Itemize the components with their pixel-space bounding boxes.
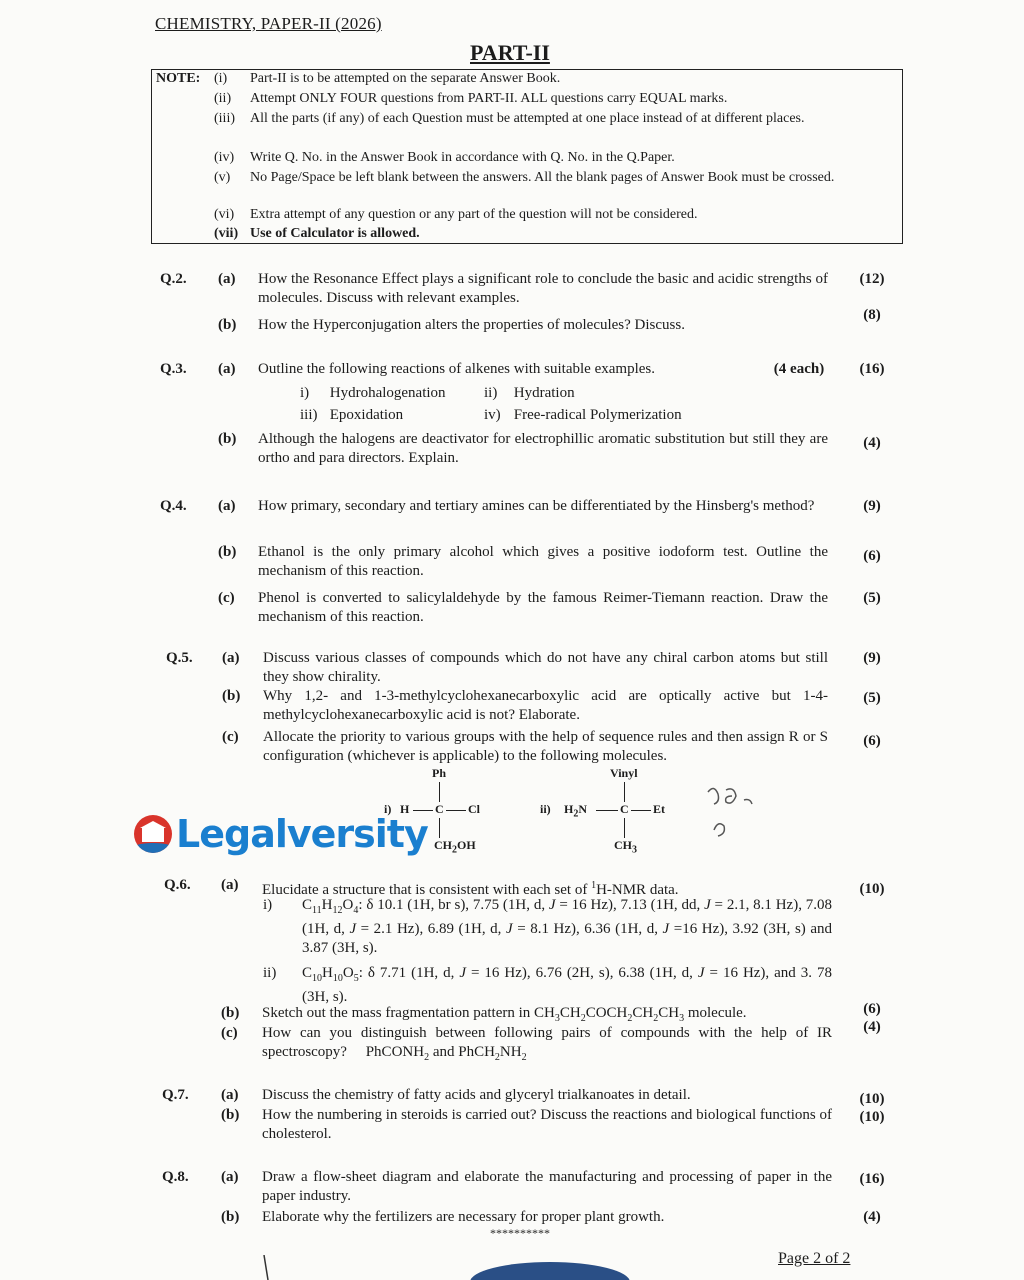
bond: [631, 810, 651, 811]
part-label: (b): [218, 317, 237, 333]
marks: (16): [859, 1171, 885, 1187]
legalversity-watermark: [134, 812, 428, 856]
part-label: (b): [221, 1209, 240, 1225]
sub-text: Hydrohalogenation: [329, 385, 446, 401]
part-label: (b): [222, 688, 241, 704]
note-text: All the parts (if any) of each Question must be attempted at one place instead of at different places.: [250, 111, 805, 126]
part-label: (c): [218, 590, 235, 606]
note-num: (vii): [214, 226, 239, 241]
note-item: [214, 110, 894, 127]
part-label: (c): [222, 729, 239, 745]
part-text: Discuss various classes of compounds which do not have any chiral carbon atoms but still they show chirality.: [263, 650, 828, 685]
part-label: (a): [218, 498, 236, 514]
sub-text: Free-radical Polymerization: [513, 407, 682, 423]
note-num: (i): [214, 71, 228, 86]
question-number: Q.8.: [162, 1169, 189, 1185]
marks: (8): [863, 307, 881, 323]
part-label: (a): [222, 650, 240, 666]
group-top: Vinyl: [610, 766, 638, 780]
group-right: Cl: [468, 802, 480, 816]
marks: (4): [863, 1019, 881, 1035]
part-label: (a): [218, 361, 236, 377]
part-text: Sketch out the mass fragmentation pattern in $CH_3CH_2COCH_2CH_2CH_3$ molecule.: [262, 1005, 747, 1024]
sub-text: Hydration: [513, 385, 575, 401]
sub-item: [484, 406, 682, 425]
part-text: Draw a flow-sheet diagram and elaborate the manufacturing and processing of paper in the paper industry.: [262, 1169, 832, 1204]
part-text: Outline the following reactions of alkenes with suitable examples.: [258, 361, 655, 377]
sub-text: Epoxidation: [329, 407, 404, 423]
note-item: [214, 149, 894, 166]
marks: (4): [863, 1209, 881, 1225]
note-label: NOTE:: [156, 71, 201, 86]
note-num: (ii): [214, 91, 232, 106]
note-text: Write Q. No. in the Answer Book in accordance with Q. No. in the Q.Paper.: [250, 150, 675, 165]
bond: [413, 810, 433, 811]
thumb-shadow: [470, 1262, 630, 1280]
note-text: No Page/Space be left blank between the answers. All the blank pages of Answer Book must be crossed.: [250, 170, 835, 185]
end-of-paper-stars: **********: [490, 1226, 550, 1240]
part-text: Why 1,2- and 1-3-methylcyclohexanecarboxylic acid are optically active but 1-4-methylcyclohexanecarboxylic acid is not? Elaborate.: [263, 688, 828, 723]
sub-label: ii): [484, 385, 498, 401]
marks: (4): [863, 435, 881, 451]
sub-label: iii): [300, 407, 318, 423]
part-label: (b): [221, 1107, 240, 1123]
part-text: How the numbering in steroids is carried out? Discuss the reactions and biological functions of cholesterol.: [262, 1107, 832, 1142]
question-number: Q.2.: [160, 271, 187, 287]
part-label: (b): [221, 1005, 240, 1021]
instructions-box: [151, 69, 903, 244]
group-bottom: $CH_2OH$: [434, 838, 476, 856]
sub-item: [484, 384, 575, 403]
marks: (12): [859, 271, 885, 287]
note-num: (vi): [214, 207, 235, 222]
courthouse-icon: [134, 815, 172, 853]
question-number: Q.3.: [160, 361, 187, 377]
sub-item: [300, 384, 446, 403]
marks: (9): [863, 498, 881, 514]
part-label: (a): [221, 877, 239, 893]
note-item: [214, 206, 894, 223]
part-text: How the Resonance Effect plays a significant role to conclude the basic and acidic strengths of molecules. Discuss with relevant examples.: [258, 271, 828, 306]
structure-ii: [540, 766, 690, 856]
part-label: (a): [221, 1087, 239, 1103]
bond: [439, 782, 440, 802]
structure-label: i): [384, 802, 392, 816]
marks: (6): [863, 548, 881, 564]
bond: [624, 782, 625, 802]
part-text: How the Hyperconjugation alters the properties of molecules? Discuss.: [258, 317, 685, 333]
sub-label: iv): [484, 407, 501, 423]
question-number: Q.6.: [164, 877, 191, 893]
sub-label: ii): [263, 965, 277, 981]
part-text: Ethanol is the only primary alcohol which gives a positive iodoform test. Outline the mechanism of this reaction.: [258, 544, 828, 579]
note-item: [214, 169, 894, 186]
marks: (10): [859, 1109, 885, 1125]
bond: [624, 818, 625, 838]
part-text: Elucidate a structure that is consistent with each set of $^1$H-NMR data.: [262, 880, 679, 898]
marks-each: (4 each): [773, 361, 825, 377]
sub-item: [300, 406, 403, 425]
marks: (5): [863, 690, 881, 706]
pen-scribble: [700, 780, 780, 850]
part-label: (b): [218, 544, 237, 560]
bond: [439, 818, 440, 838]
marks: (6): [863, 733, 881, 749]
group-top: Ph: [432, 766, 447, 780]
nmr-data-ii: $C_{10}H_{10}O_5$: δ 7.71 (1H, d, J = 16 Hz), 6.76 (2H, s), 6.38 (1H, d, J = 16 Hz), and 3. 78 (3H, s).: [302, 965, 832, 1005]
note-num: (v): [214, 170, 231, 185]
note-item: [214, 225, 894, 242]
sub-label: i): [300, 385, 310, 401]
question-number: Q.4.: [160, 498, 187, 514]
marks: (16): [859, 361, 885, 377]
part-text: Elaborate why the fertilizers are necessary for proper plant growth.: [262, 1209, 665, 1225]
note-num: (iv): [214, 150, 235, 165]
note-text: Attempt ONLY FOUR questions from PART-II. ALL questions carry EQUAL marks.: [250, 91, 728, 106]
nmr-data-i: $C_{11}H_{12}O_4$: δ 10.1 (1H, br s), 7.75 (1H, d, J = 16 Hz), 7.13 (1H, dd, J = 2.1, 8.1 Hz), 7.08 (1H, d, J = 2.1 Hz), 6.89 (1H, d, J = 8.1 Hz), 6.36 (1H, d, J =16 Hz), 3.92 (3H, s) and 3.87 (3H, s).: [302, 897, 833, 956]
structure-label: ii): [540, 802, 551, 816]
paper-title: CHEMISTRY, PAPER-II (2026): [155, 14, 382, 33]
note-item: [214, 90, 894, 107]
note-item: [214, 70, 894, 87]
center-carbon: C: [435, 802, 444, 816]
question-number: Q.5.: [166, 650, 193, 666]
question-number: Q.7.: [162, 1087, 189, 1103]
watermark-text: Legalversity: [176, 812, 428, 856]
sub-label: i): [263, 897, 273, 913]
part-text: Allocate the priority to various groups with the help of sequence rules and then assign R or S configuration (whichever is applicable) to the following molecules.: [263, 729, 828, 764]
note-num: (iii): [214, 111, 235, 126]
part-text: How can you distinguish between following pairs of compounds with the help of IR spectroscopy? PhCONH$_2$ and $PhCH_2NH_2$: [262, 1025, 832, 1063]
part-label: (a): [221, 1169, 239, 1185]
center-carbon: C: [620, 802, 629, 816]
part-text: Discuss the chemistry of fatty acids and glyceryl trialkanoates in detail.: [262, 1087, 691, 1103]
marks: (6): [863, 1001, 881, 1017]
group-left: H: [400, 802, 410, 816]
pen-mark: [262, 1255, 272, 1280]
group-right: Et: [653, 802, 665, 816]
bond: [596, 810, 618, 811]
part-text: How primary, secondary and tertiary amines can be differentiated by the Hinsberg's method?: [258, 498, 815, 514]
group-left: $H_2N$: [564, 802, 588, 820]
bond: [446, 810, 466, 811]
note-text: Use of Calculator is allowed.: [250, 226, 420, 241]
marks: (9): [863, 650, 881, 666]
page-number: Page 2 of 2: [778, 1250, 851, 1267]
note-text: Part-II is to be attempted on the separate Answer Book.: [250, 71, 561, 86]
note-text: Extra attempt of any question or any part of the question will not be considered.: [250, 207, 698, 222]
part-label: (a): [218, 271, 236, 287]
part-label: (b): [218, 431, 237, 447]
marks: (5): [863, 590, 881, 606]
part-text: Phenol is converted to salicylaldehyde by the famous Reimer-Tiemann reaction. Draw the mechanism of this reaction.: [258, 590, 828, 625]
group-bottom: $CH_3$: [614, 838, 637, 856]
marks: (10): [859, 1091, 885, 1107]
part-text: Although the halogens are deactivator for electrophillic aromatic substitution but still they are ortho and para directors. Explain.: [258, 431, 828, 466]
marks: (10): [859, 881, 885, 897]
part-label: (c): [221, 1025, 238, 1041]
part-title: PART-II: [470, 40, 550, 65]
